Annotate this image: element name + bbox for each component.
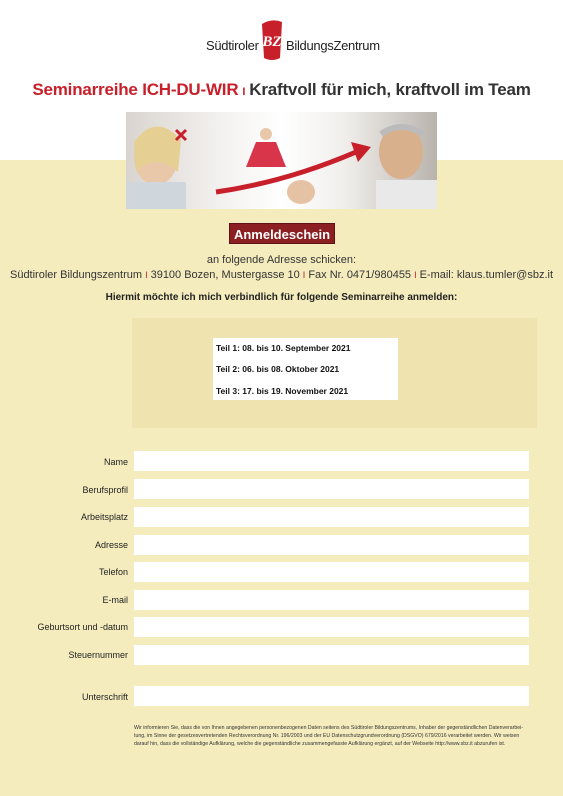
email-field[interactable] bbox=[134, 590, 529, 610]
label-telefon: Telefon bbox=[98, 567, 128, 577]
banner-image bbox=[126, 112, 437, 209]
logo-word-left: Südtiroler bbox=[206, 38, 259, 53]
address-line bbox=[0, 269, 563, 281]
logo-emblem-text: BZ bbox=[262, 34, 282, 50]
address-separator: I bbox=[414, 270, 417, 280]
label-adresse: Adresse bbox=[94, 540, 128, 550]
title-part1: Seminarreihe ICH-DU-WIR bbox=[32, 80, 239, 99]
address-separator: I bbox=[145, 270, 148, 280]
name-field[interactable] bbox=[134, 451, 529, 471]
privacy-line-1: Wir informieren Sie, dass die von Ihnen angegebenen personenbezogenen Daten seitens des Südtiroler Bildungszentrums, Inhaber der gegenständlichen Datenverarbei- bbox=[134, 725, 524, 731]
berufsprofil-field[interactable] bbox=[134, 479, 529, 499]
logo-emblem-icon bbox=[258, 18, 286, 62]
label-email: E-mail bbox=[102, 595, 128, 605]
anmeldeschein-label: Anmeldeschein bbox=[229, 223, 335, 244]
logo-word-right: BildungsZentrum bbox=[286, 38, 380, 53]
arbeitsplatz-field[interactable] bbox=[134, 507, 529, 527]
unterschrift-field[interactable] bbox=[134, 686, 529, 706]
privacy-line-3: darauf hin, dass die vollständige Aufklärung, welche die gegenständliche zusammengefasste Aufklärung ergänzt, auf der Webseite http://www.sbz.it abzurufen ist. bbox=[134, 741, 506, 747]
address-email: E-mail: klaus.tumler@sbz.it bbox=[419, 269, 553, 281]
telefon-field[interactable] bbox=[134, 562, 529, 582]
adresse-field[interactable] bbox=[134, 535, 529, 555]
dates-box bbox=[213, 338, 398, 400]
date-teil-1: Teil 1: 08. bis 10. September 2021 bbox=[216, 343, 351, 353]
address-separator: I bbox=[302, 270, 306, 280]
label-steuernummer: Steuernummer bbox=[68, 650, 128, 660]
title-separator: I bbox=[242, 86, 246, 98]
privacy-notice bbox=[134, 724, 529, 748]
send-to-text: an folgende Adresse schicken: bbox=[206, 254, 357, 266]
banner-illustration bbox=[126, 112, 437, 209]
geburtsort-field[interactable] bbox=[134, 617, 529, 637]
confirm-text: Hiermit möchte ich mich verbindlich für folgende Seminarreihe anmelden: bbox=[105, 292, 458, 303]
label-arbeitsplatz: Arbeitsplatz bbox=[80, 512, 128, 522]
label-berufsprofil: Berufsprofil bbox=[82, 485, 128, 495]
title-part2: Kraftvoll für mich, kraftvoll im Team bbox=[249, 80, 531, 99]
logo bbox=[206, 18, 396, 68]
date-teil-3: Teil 3: 17. bis 19. November 2021 bbox=[216, 386, 349, 396]
date-teil-2: Teil 2: 06. bis 08. Oktober 2021 bbox=[216, 364, 340, 374]
label-name: Name bbox=[103, 457, 128, 467]
privacy-line-2: tung, im Sinne der gesetzesvertretenden Rechtsverordnung Nr. 196/2003 und der EU Datenschutzgrundverordnung (DSGVO) 679/2016 verarbeitet werden. Wir weisen bbox=[134, 733, 520, 739]
label-geburtsort: Geburtsort und -datum bbox=[37, 622, 128, 632]
address-city: 39100 Bozen, Mustergasse 10 bbox=[150, 269, 300, 281]
page-title bbox=[0, 80, 563, 100]
label-unterschrift: Unterschrift bbox=[81, 692, 128, 702]
address-name: Südtiroler Bildungszentrum bbox=[9, 269, 143, 281]
steuernummer-field[interactable] bbox=[134, 645, 529, 665]
address-fax: Fax Nr. 0471/980455 bbox=[308, 269, 412, 281]
